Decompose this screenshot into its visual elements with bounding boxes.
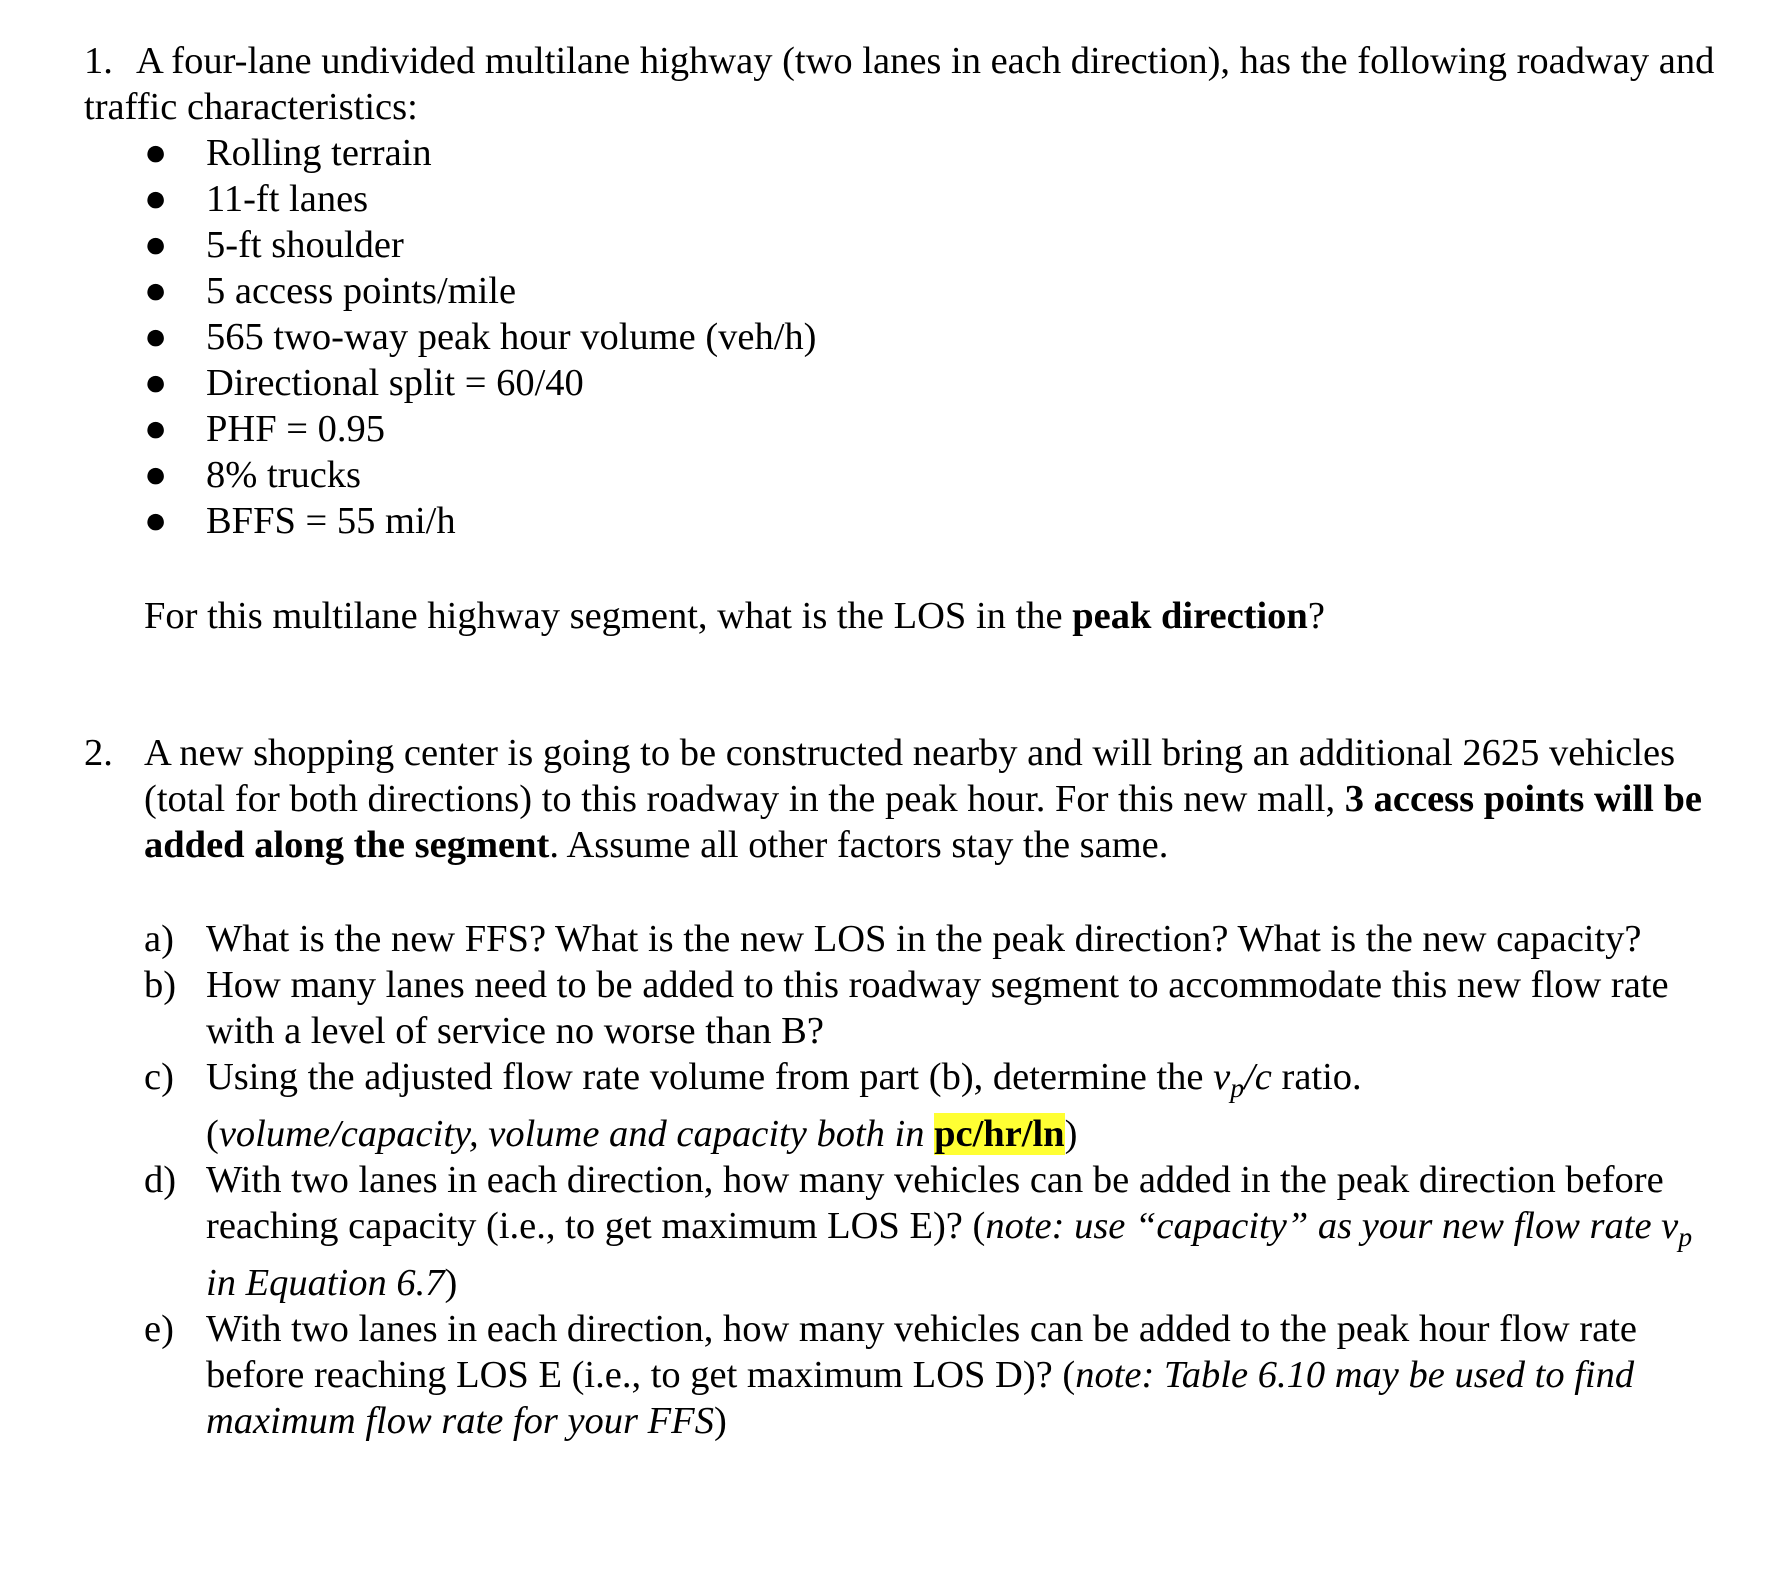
- bullet-icon: ●: [144, 316, 168, 358]
- list-item-text: Rolling terrain: [206, 132, 432, 174]
- part-text: How many lanes need to be added to this roadway segment to accommodate this new flow rate with a level of service no worse than B?: [206, 964, 1669, 1052]
- math-v: v: [1213, 1056, 1231, 1098]
- part-italic-note: note: use “capacity” as your new flow rate: [985, 1204, 1662, 1247]
- part-label: d): [144, 1158, 177, 1201]
- stem-text-end: . Assume all other factors stay the same.: [549, 824, 1169, 866]
- math-subscript-p: p: [1230, 1071, 1245, 1103]
- part-label: e): [144, 1307, 174, 1350]
- bullet-icon: ●: [144, 178, 168, 220]
- question-1: [84, 38, 1724, 639]
- math-subscript-p: p: [1678, 1220, 1693, 1252]
- bullet-icon: ●: [144, 408, 168, 450]
- part-e: [144, 1306, 1724, 1444]
- list-item: [144, 498, 1724, 544]
- question-2: [84, 730, 1724, 868]
- paren-open: (: [206, 1112, 219, 1155]
- part-italic-note: volume/capacity, volume and capacity both in: [218, 1112, 935, 1155]
- part-text: With two lanes in each direction, how many vehicles can be added to the peak hour flow rate before reaching LOS E (i.e., to get maximum LOS D)? (: [206, 1307, 1638, 1396]
- prompt-text-end: ?: [1307, 595, 1325, 637]
- question-1-prompt: [144, 593, 1724, 639]
- bullet-icon: ●: [144, 362, 168, 404]
- question-2-number: 2.: [84, 732, 113, 774]
- math-over-c: /c: [1244, 1056, 1272, 1098]
- part-text: With two lanes in each direction, how many vehicles can be added in the peak direction before reaching capacity (i.e., to get maximum LOS E)? (: [206, 1158, 1664, 1247]
- part-label: a): [144, 918, 174, 960]
- part-d: [144, 1157, 1724, 1306]
- highlighted-units: pc/hr/ln: [934, 1112, 1065, 1155]
- question-1-stem-text: A four-lane undivided multilane highway (two lanes in each direction), has the following roadway and traffic characteristics:: [84, 40, 1715, 128]
- part-c: [144, 1054, 1724, 1157]
- bullet-icon: ●: [144, 500, 168, 542]
- question-2-parts: [144, 916, 1724, 1444]
- list-item-text: PHF = 0.95: [206, 408, 385, 450]
- list-item: [144, 176, 1724, 222]
- characteristics-list: [84, 130, 1724, 544]
- stem-bold-text: 3 access points will be added along the segment: [144, 778, 1702, 866]
- list-item-text: 5-ft shoulder: [206, 224, 404, 266]
- list-item: [144, 314, 1724, 360]
- part-text: What is the new FFS? What is the new LOS in the peak direction? What is the new capacity?: [206, 918, 1642, 960]
- part-label: b): [144, 964, 177, 1006]
- list-item-text: 11-ft lanes: [206, 178, 369, 220]
- question-1-number: 1.: [84, 40, 113, 82]
- prompt-text: For this multilane highway segment, what is the LOS in the: [144, 595, 1073, 637]
- part-italic-note-end: in Equation 6.7: [206, 1261, 445, 1304]
- math-v: v: [1661, 1204, 1679, 1247]
- bullet-icon: ●: [144, 270, 168, 312]
- problem-sheet: [84, 38, 1724, 1444]
- list-item-text: 565 two-way peak hour volume (veh/h): [206, 316, 817, 358]
- list-item: [144, 222, 1724, 268]
- list-item: [144, 406, 1724, 452]
- paren-close: ): [444, 1261, 458, 1304]
- part-b: [144, 962, 1724, 1054]
- bullet-icon: ●: [144, 132, 168, 174]
- list-item: [144, 452, 1724, 498]
- question-2-stem: [144, 730, 1724, 868]
- paren-close: ): [713, 1399, 727, 1442]
- list-item: [144, 360, 1724, 406]
- stem-text: A new shopping center is going to be constructed nearby and will bring an additional 2625 vehicles (total for both directions) to this roadway in the peak hour. For this new mall,: [144, 732, 1676, 820]
- question-1-stem: [84, 38, 1724, 130]
- paren-close: ): [1064, 1112, 1078, 1155]
- part-italic-note: note: Table 6.10 may be used to find maximum flow rate for your FFS: [206, 1353, 1635, 1442]
- list-item-text: 8% trucks: [206, 454, 362, 496]
- list-item-text: BFFS = 55 mi/h: [206, 500, 456, 542]
- part-label: c): [144, 1056, 174, 1098]
- list-item: [144, 130, 1724, 176]
- list-item-text: Directional split = 60/40: [206, 362, 584, 404]
- bullet-icon: ●: [144, 454, 168, 496]
- list-item: [144, 268, 1724, 314]
- list-item-text: 5 access points/mile: [206, 270, 517, 312]
- prompt-bold-text: peak direction: [1072, 595, 1308, 637]
- bullet-icon: ●: [144, 224, 168, 266]
- part-text-end: ratio.: [1271, 1056, 1362, 1098]
- part-a: [144, 916, 1724, 962]
- part-text: Using the adjusted flow rate volume from part (b), determine the: [206, 1056, 1214, 1098]
